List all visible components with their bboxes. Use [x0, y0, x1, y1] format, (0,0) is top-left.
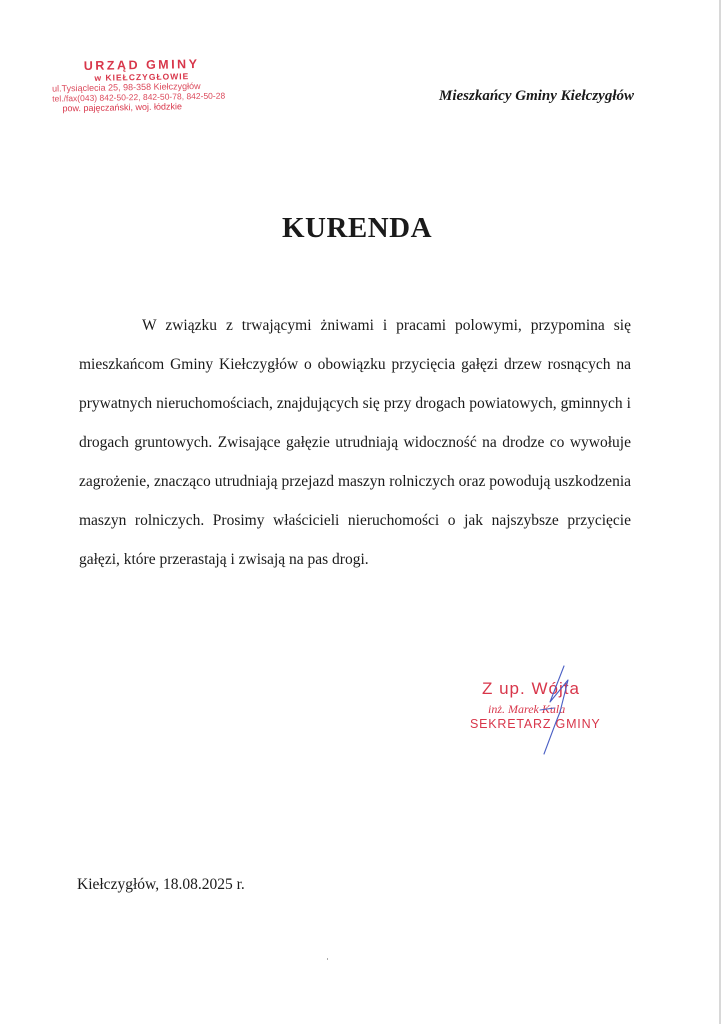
date-line: Kiełczygłów, 18.08.2025 r.	[77, 876, 245, 893]
stamp-line-3: ul.Tysiąclecia 25, 98-358 Kiełczygłów	[51, 80, 201, 94]
scan-speck	[327, 958, 328, 960]
document-title: KURENDA	[281, 212, 433, 244]
signature-stamp-name: inż. Marek Kula	[488, 702, 566, 716]
stamp-line-1: URZĄD GMINY	[83, 56, 200, 74]
office-stamp	[52, 56, 233, 114]
announcement-body: W związku z trwającymi żniwami i pracami polowymi, przypomina się mieszkańcom Gminy Kiełczygłów o obowiązku przycięcia gałęzi drzew rosnących na prywatnych nieruchomościach, znajdujących się przy drogach powiatowych, gminnych i drogach gruntowych. Zwisające gałęzie utrudniają widoczność na drodze co wywołuje zagrożenie, znacząco utrudniają przejazd maszyn rolniczych oraz powodują uszkodzenia maszyn rolniczych. Prosimy właścicieli nieruchomości o jak najszybsze przycięcie gałęzi, które przerastają i zwisają na pas drogi.	[79, 317, 631, 568]
stamp-line-4: tel./fax(043) 842-50-22, 842-50-78, 842-50-28	[52, 90, 226, 104]
signature-stamp-line-1: Z up. Wójta	[482, 679, 580, 698]
page-edge	[719, 0, 721, 1024]
handwritten-signature	[520, 662, 580, 762]
signature-stamp-position: SEKRETARZ GMINY	[470, 717, 601, 731]
recipient-line: Mieszkańcy Gminy Kiełczygłów	[439, 88, 634, 104]
stamp-line-5: pow. pajęczański, woj. łódzkie	[62, 101, 183, 114]
stamp-line-2: w KIEŁCZYGŁOWIE	[94, 71, 190, 83]
